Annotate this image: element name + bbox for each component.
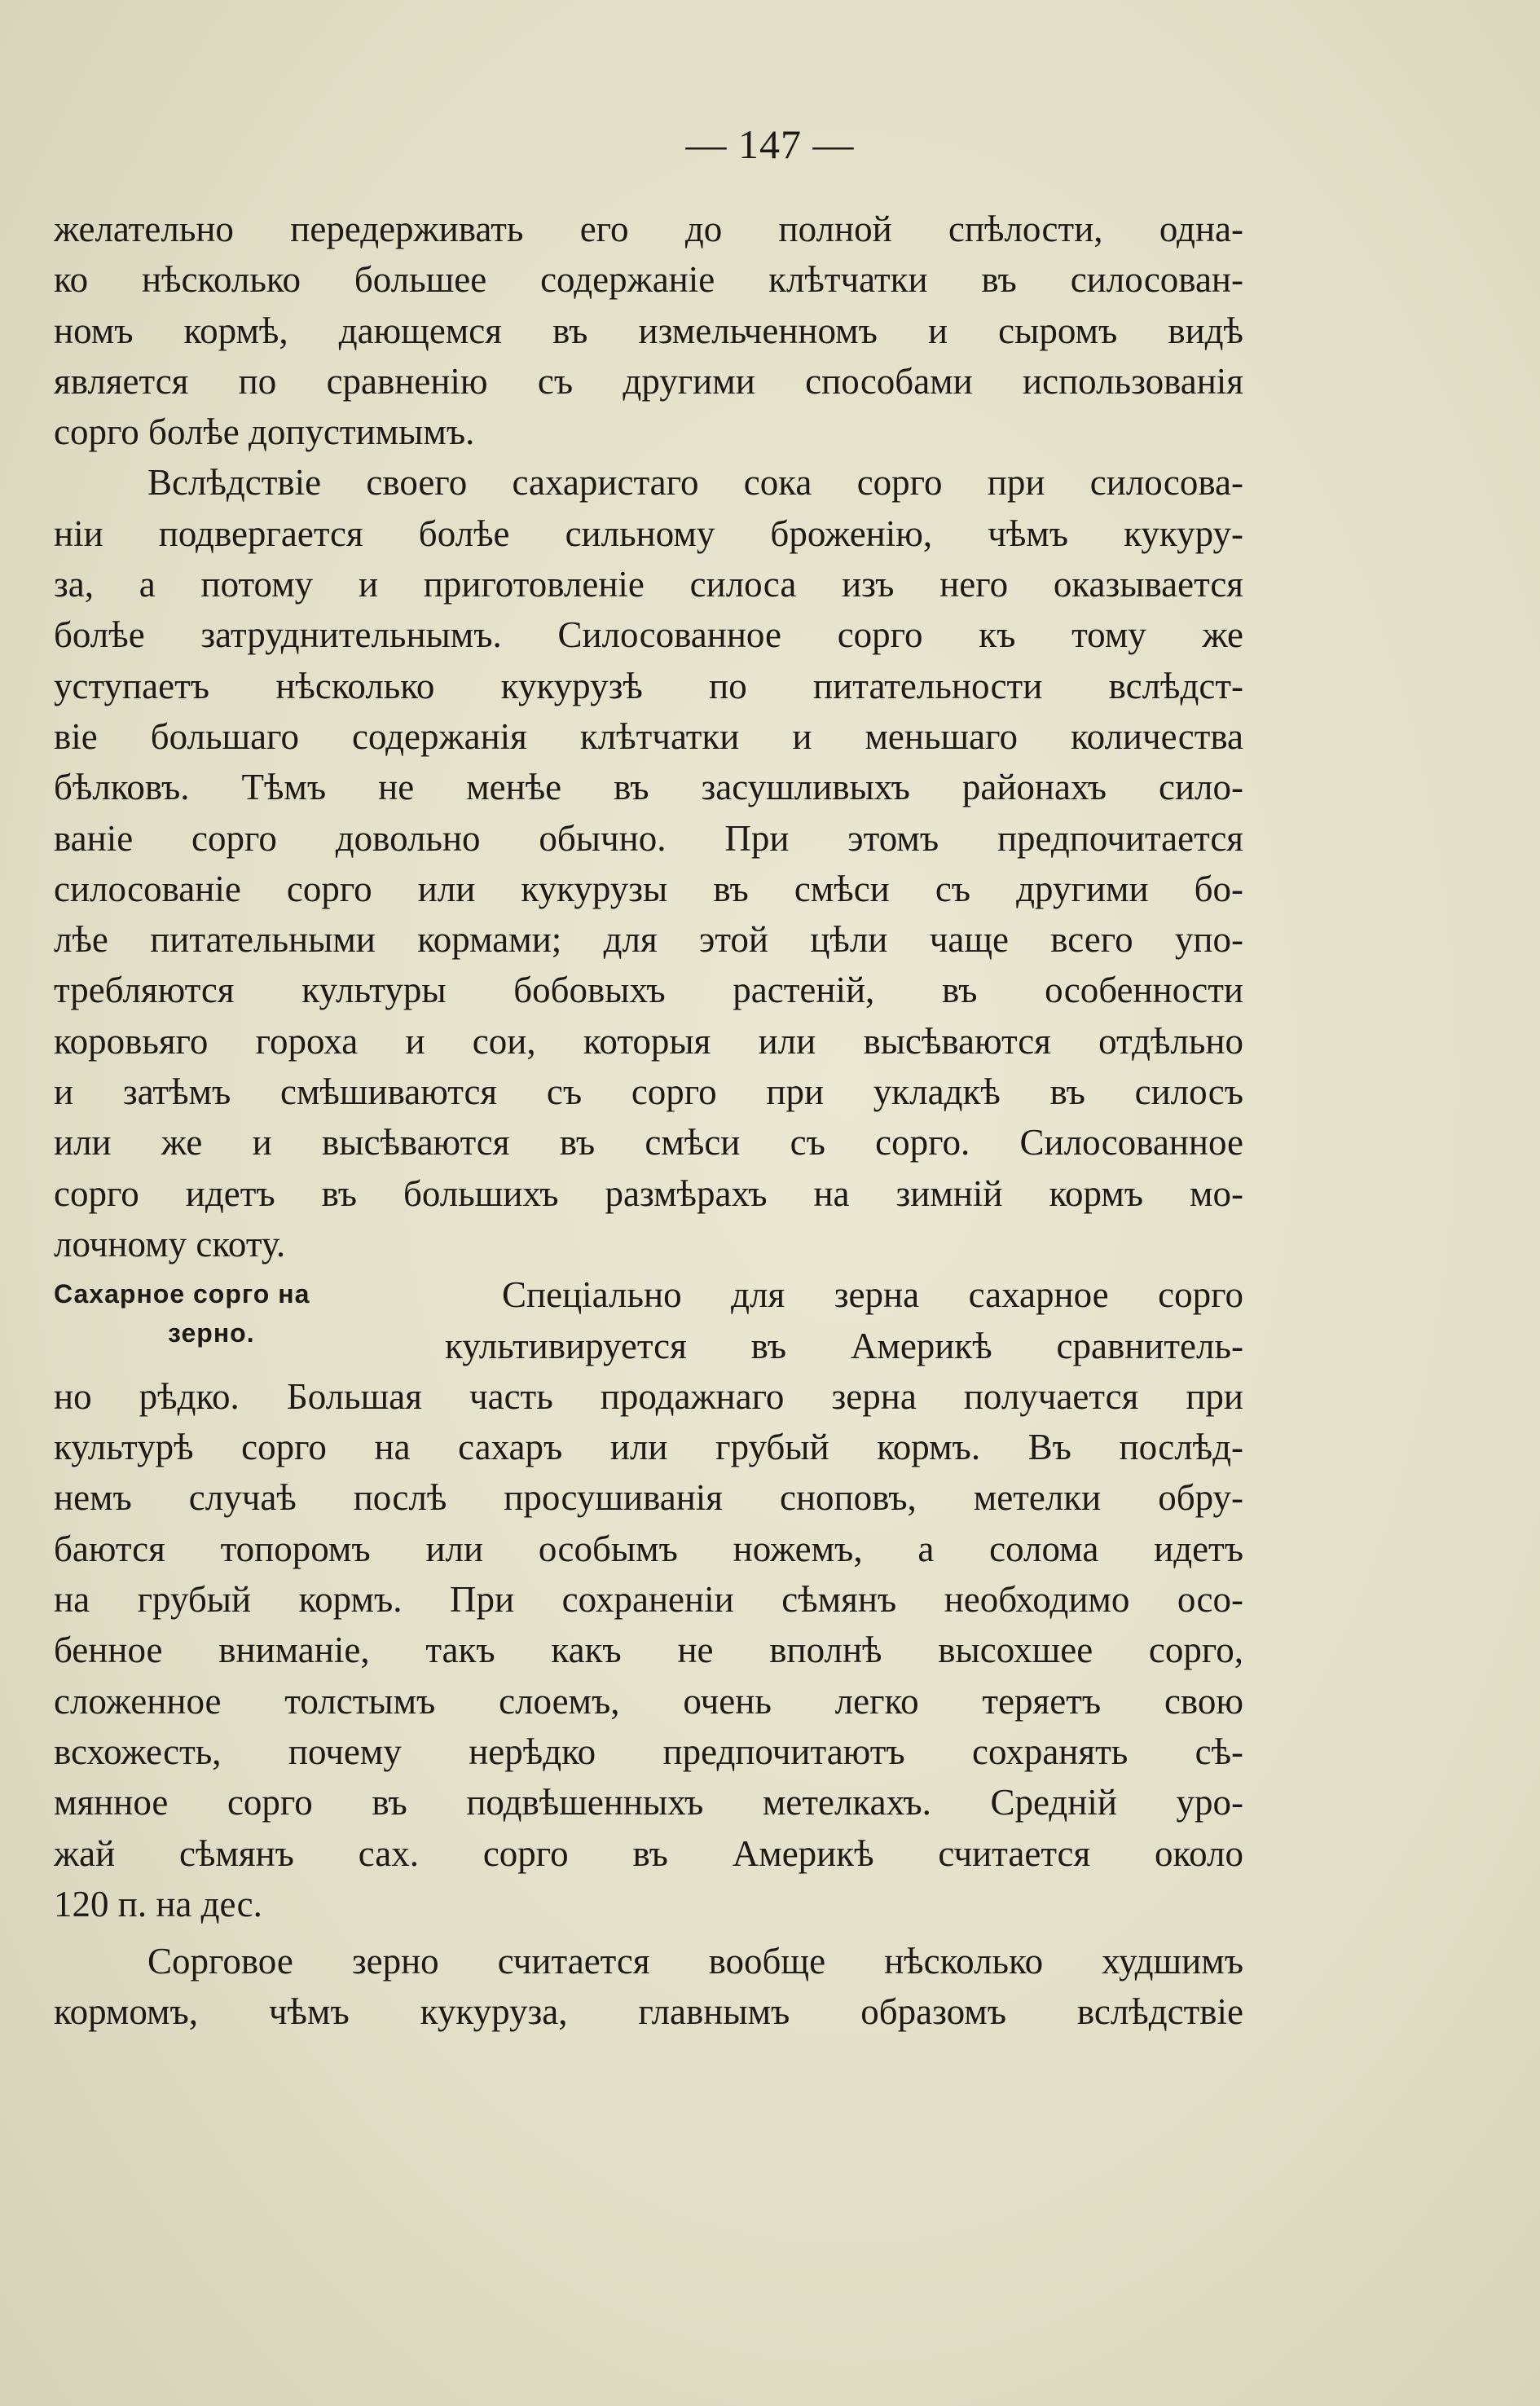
text-line: номъ кормѣ, дающемся въ измельченномъ и сыромъ видѣ <box>54 310 1243 351</box>
text-line: вiе большаго содержанiя клѣтчатки и меньшаго количества <box>54 715 1243 757</box>
text-line: бѣлковъ. Тѣмъ не менѣе въ засушливыхъ районахъ сило- <box>54 767 1243 808</box>
paragraph-2 <box>54 457 1243 1269</box>
text-line: коровьяго гороха и сои, которыя или высѣваются отдѣльно <box>54 1020 1243 1062</box>
text-line: болѣе затруднительнымъ. Силосованное сорго къ тому же <box>54 614 1243 656</box>
text-line: баются топоромъ или особымъ ножемъ, а солома идетъ <box>54 1528 1243 1569</box>
body-text <box>54 204 1243 2038</box>
text-line: но рѣдко. Большая часть продажнаго зерна получается при <box>54 1375 1243 1417</box>
text-line: и затѣмъ смѣшиваются съ сорго при укладкѣ въ силосъ <box>54 1071 1243 1113</box>
text-line: силосованiе сорго или кукурузы въ смѣси съ другими бо- <box>54 868 1243 909</box>
text-line: лѣе питательными кормами; для этой цѣли чаще всего упо- <box>54 919 1243 961</box>
text-line: нiи подвергается болѣе сильному броженiю, чѣмъ кукуру- <box>54 512 1243 554</box>
page-number: — 147 — <box>685 121 855 167</box>
text-line: требляются культуры бобовыхъ растенiй, въ особенности <box>54 970 1243 1011</box>
text-line: бенное вниманiе, такъ какъ не вполнѣ высохшее сорго, <box>54 1630 1243 1671</box>
text-line: сорго болѣе допустимымъ. <box>54 411 475 453</box>
text-line: лочному скоту. <box>54 1223 286 1265</box>
text-line: сорго идетъ въ большихъ размѣрахъ на зимнiй кормъ мо- <box>54 1172 1243 1214</box>
text-line: желательно передерживать его до полной спѣлости, одна- <box>54 209 1243 249</box>
text-line: Вслѣдствiе своего сахаристаго сока сорго при силосова- <box>147 462 1243 504</box>
side-heading <box>54 1274 437 1353</box>
text-line: или же и высѣваются въ смѣси съ сорго. Силосованное <box>54 1122 1243 1163</box>
text-line: всхожесть, почему нерѣдко предпочитаютъ сохранять сѣ- <box>54 1731 1243 1772</box>
text-line: Спецiально для зерна сахарное сорго <box>502 1274 1243 1316</box>
text-line: является по сравненiю съ другими способами использованiя <box>54 360 1243 402</box>
paragraph-4 <box>54 1936 1243 2038</box>
text-line: немъ случаѣ послѣ просушиванiя сноповъ, метелки обру- <box>54 1477 1243 1519</box>
text-line: 120 п. на дес. <box>54 1883 262 1924</box>
text-line: уступаетъ нѣсколько кукурузѣ по питательности вслѣдст- <box>54 665 1243 706</box>
text-line: кормомъ, чѣмъ кукуруза, главнымъ образомъ вслѣдствiе <box>54 1991 1243 2033</box>
text-line: за, а потому и приготовленiе силоса изъ него оказывается <box>54 564 1243 605</box>
text-line: на грубый кормъ. При сохраненiи сѣмянъ необходимо осо- <box>54 1579 1243 1621</box>
text-line: мянное сорго въ подвѣшенныхъ метелкахъ. Среднiй уро- <box>54 1782 1243 1823</box>
paragraph-1 <box>54 204 1243 457</box>
text-line: ко нѣсколько большее содержанiе клѣтчатки въ силосован- <box>54 259 1243 301</box>
paragraph-gap <box>54 1929 1243 1936</box>
text-line: культивируется въ Америкѣ сравнитель- <box>445 1325 1243 1366</box>
text-line: сложенное толстымъ слоемъ, очень легко теряетъ свою <box>54 1680 1243 1722</box>
text-line: жай сѣмянъ сах. сорго въ Америкѣ считается около <box>54 1832 1243 1874</box>
side-heading-line: зерно. <box>168 1318 255 1348</box>
text-line: ванiе сорго довольно обычно. При этомъ предпочитается <box>54 817 1243 859</box>
paragraph-3 <box>54 1269 1243 1929</box>
side-heading-line: Сахарное сорго на <box>54 1279 310 1309</box>
text-line: культурѣ сорго на сахаръ или грубый кормъ. Въ послѣд- <box>54 1427 1243 1468</box>
text-line: Сорговое зерно считается вообще нѣсколько худшимъ <box>147 1941 1243 1982</box>
